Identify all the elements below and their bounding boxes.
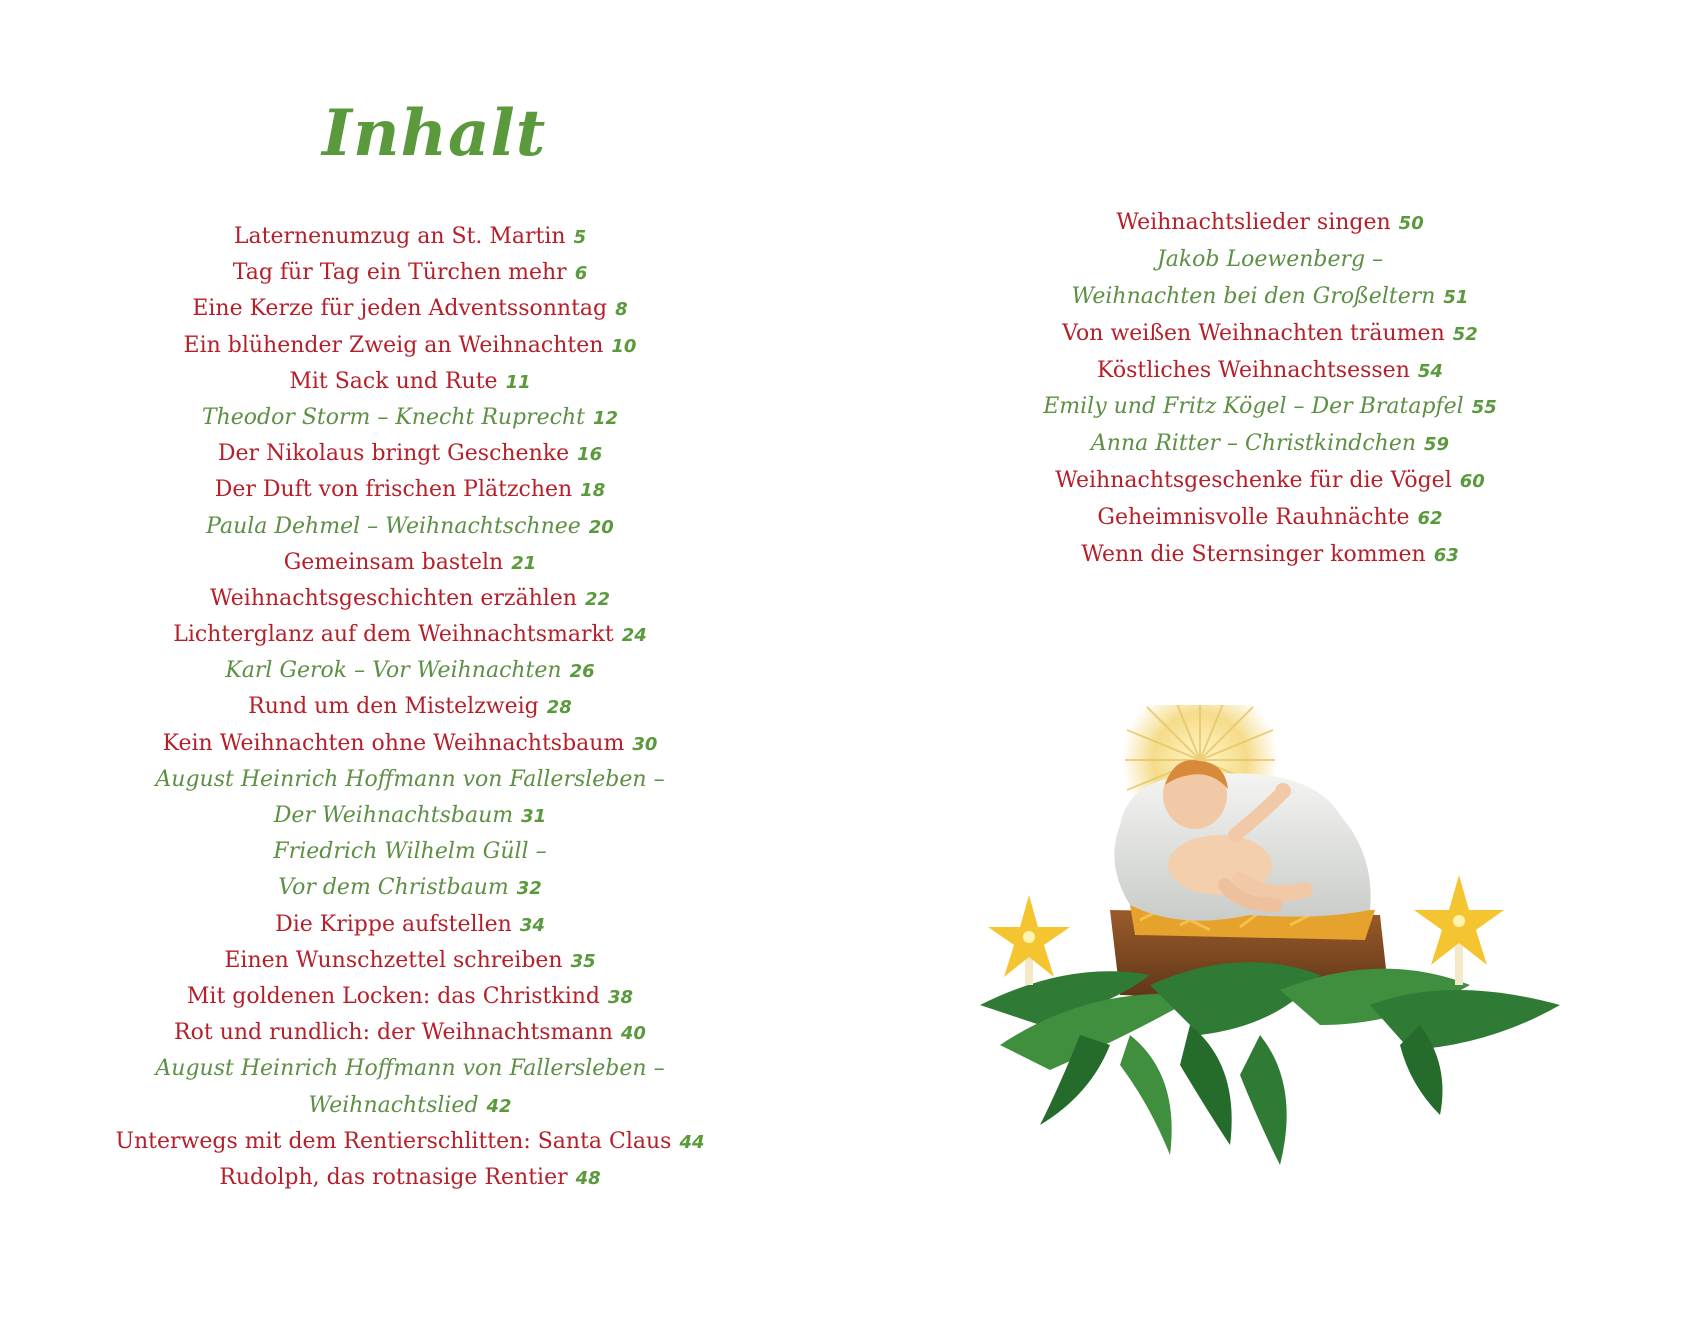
toc-entry-title: Der Weihnachtsbaum (273, 803, 514, 828)
nativity-illustration (980, 705, 1570, 1205)
toc-entry-page-number: 51 (1443, 286, 1469, 308)
toc-entry-title: Theodor Storm – Knecht Ruprecht (201, 404, 586, 430)
toc-entry (80, 726, 740, 762)
toc-entry (80, 762, 740, 798)
toc-entry (1000, 353, 1540, 390)
toc-entry-title: August Heinrich Hoffmann von Fallersleben – (155, 1056, 665, 1082)
toc-entry (80, 1088, 740, 1124)
left-candle-star-icon (988, 895, 1070, 985)
toc-entry-title: Weihnachtsgeschichten erzählen (209, 585, 577, 611)
toc-entry-page-number: 44 (679, 1131, 705, 1153)
toc-entry-title: Karl Gerok – Vor Weihnachten (225, 658, 562, 684)
toc-entry-page-number: 16 (577, 444, 603, 466)
toc-entry-page-number: 8 (615, 299, 628, 321)
toc-entry-page-number: 48 (575, 1167, 601, 1189)
toc-entry-title: Weihnachtsgeschenke für die Vögel (1055, 468, 1452, 494)
toc-entry-title: Weihnachtslieder singen (1116, 210, 1391, 235)
toc-entry-page-number: 12 (593, 407, 619, 429)
toc-entry (80, 219, 740, 255)
toc-entry-title: Rudolph, das rotnasige Rentier (219, 1164, 568, 1190)
toc-left-column (80, 219, 740, 1196)
toc-entry (1000, 463, 1540, 500)
toc-entry-title: Rund um den Mistelzweig (248, 694, 539, 720)
toc-entry-page-number: 59 (1424, 434, 1450, 456)
toc-entry-title: Der Nikolaus bringt Geschenke (217, 441, 570, 467)
toc-entry (80, 834, 740, 870)
toc-entry-title: Der Duft von frischen Plätzchen (214, 477, 573, 503)
toc-entry-page-number: 20 (588, 516, 614, 538)
right-candle-star-icon (1414, 875, 1504, 985)
toc-right-column (1000, 205, 1540, 574)
toc-entry-title: Von weißen Weihnachten träumen (1062, 320, 1445, 346)
toc-entry-page-number: 60 (1459, 471, 1485, 493)
toc-entry (1000, 389, 1540, 426)
toc-entry (80, 364, 740, 400)
toc-entry (80, 907, 740, 943)
toc-entry-page-number: 54 (1417, 360, 1443, 382)
toc-entry-page-number: 22 (584, 588, 611, 610)
toc-entry-page-number: 40 (620, 1023, 646, 1045)
toc-entry (80, 798, 740, 834)
toc-entry-title: Anna Ritter – Christkindchen (1090, 431, 1417, 457)
toc-entry-page-number: 52 (1452, 323, 1478, 345)
toc-entry (80, 255, 740, 291)
toc-entry-page-number: 32 (516, 878, 542, 900)
toc-entry (80, 472, 740, 508)
toc-entry (80, 581, 740, 617)
toc-entry-title: Mit goldenen Locken: das Christkind (186, 983, 601, 1009)
toc-entry (1000, 537, 1540, 574)
toc-entry (80, 653, 740, 689)
toc-entry-title: Weihnachtslied (308, 1092, 479, 1118)
toc-entry-title: Vor dem Christbaum (278, 875, 509, 901)
toc-entry-title: Die Krippe aufstellen (275, 911, 512, 937)
toc-entry (1000, 205, 1540, 242)
toc-entry-title: Unterwegs mit dem Rentierschlitten: Santa Claus (115, 1128, 672, 1154)
toc-entry-title: Emily und Fritz Kögel – Der Bratapfel (1043, 394, 1464, 420)
toc-entry-title: Weihnachten bei den Großeltern (1071, 283, 1436, 309)
toc-entry-page-number: 24 (621, 625, 647, 647)
toc-entry (80, 1124, 740, 1160)
toc-entry-title: Rot und rundlich: der Weihnachtsmann (174, 1020, 613, 1046)
toc-entry (1000, 242, 1540, 279)
toc-entry-page-number: 62 (1417, 508, 1443, 530)
toc-entry-page-number: 30 (632, 733, 658, 755)
toc-entry-title: Jakob Loewenberg – (1156, 246, 1384, 272)
toc-entry (80, 436, 740, 472)
toc-entry-title: Tag für Tag ein Türchen mehr (232, 260, 567, 286)
toc-entry (80, 545, 740, 581)
toc-entry-page-number: 18 (580, 480, 606, 502)
toc-entry-page-number: 6 (574, 263, 588, 285)
toc-entry-title: Ein blühender Zweig an Weihnachten (183, 332, 604, 358)
toc-entry-page-number: 63 (1433, 545, 1459, 567)
toc-entry-title: Kein Weihnachten ohne Weihnachtsbaum (162, 730, 625, 756)
toc-entry-page-number: 50 (1398, 213, 1424, 234)
toc-entry-page-number: 26 (569, 661, 595, 683)
toc-entry (80, 979, 740, 1015)
toc-entry (80, 617, 740, 653)
toc-entry-title: Laternenumzug an St. Martin (233, 224, 566, 249)
toc-entry (80, 1051, 740, 1087)
toc-entry (80, 1015, 740, 1051)
toc-entry-title: Eine Kerze für jeden Adventssonntag (192, 296, 608, 322)
toc-entry-title: Einen Wunschzettel schreiben (224, 947, 563, 973)
toc-entry-title: August Heinrich Hoffmann von Fallersleben – (155, 766, 665, 792)
toc-entry-page-number: 35 (570, 950, 596, 972)
toc-entry-title: Lichterglanz auf dem Weihnachtsmarkt (173, 622, 614, 648)
toc-entry (80, 1160, 740, 1196)
toc-entry (80, 291, 740, 327)
toc-entry (80, 689, 740, 725)
toc-entry-page-number: 11 (505, 371, 531, 393)
toc-entry-title: Mit Sack und Rute (289, 368, 498, 394)
toc-entry-page-number: 5 (573, 227, 587, 248)
toc-entry (1000, 426, 1540, 463)
fir-branches-shape (980, 962, 1560, 1165)
toc-entry-title: Wenn die Sternsinger kommen (1081, 542, 1426, 568)
toc-entry-title: Friedrich Wilhelm Güll – (273, 839, 547, 865)
toc-entry (1000, 279, 1540, 316)
toc-entry (80, 400, 740, 436)
toc-entry (80, 870, 740, 906)
toc-entry-title: Geheimnisvolle Rauhnächte (1097, 505, 1410, 531)
toc-entry-page-number: 28 (546, 697, 572, 719)
toc-entry (80, 328, 740, 364)
toc-entry-title: Gemeinsam basteln (283, 549, 504, 575)
toc-entry (80, 943, 740, 979)
toc-entry-title: Köstliches Weihnachtsessen (1097, 357, 1410, 383)
toc-entry-page-number: 31 (521, 806, 547, 827)
toc-entry (1000, 500, 1540, 537)
toc-entry-page-number: 21 (511, 552, 537, 574)
toc-entry-page-number: 38 (608, 986, 634, 1008)
toc-entry-page-number: 10 (611, 335, 637, 357)
toc-entry-page-number: 34 (519, 914, 545, 936)
toc-entry-page-number: 42 (486, 1095, 512, 1117)
toc-entry-page-number: 55 (1471, 397, 1497, 419)
toc-entry-title: Paula Dehmel – Weihnachtschnee (206, 513, 581, 539)
page-title: Inhalt (322, 96, 547, 171)
toc-entry (1000, 316, 1540, 353)
toc-entry (80, 509, 740, 545)
